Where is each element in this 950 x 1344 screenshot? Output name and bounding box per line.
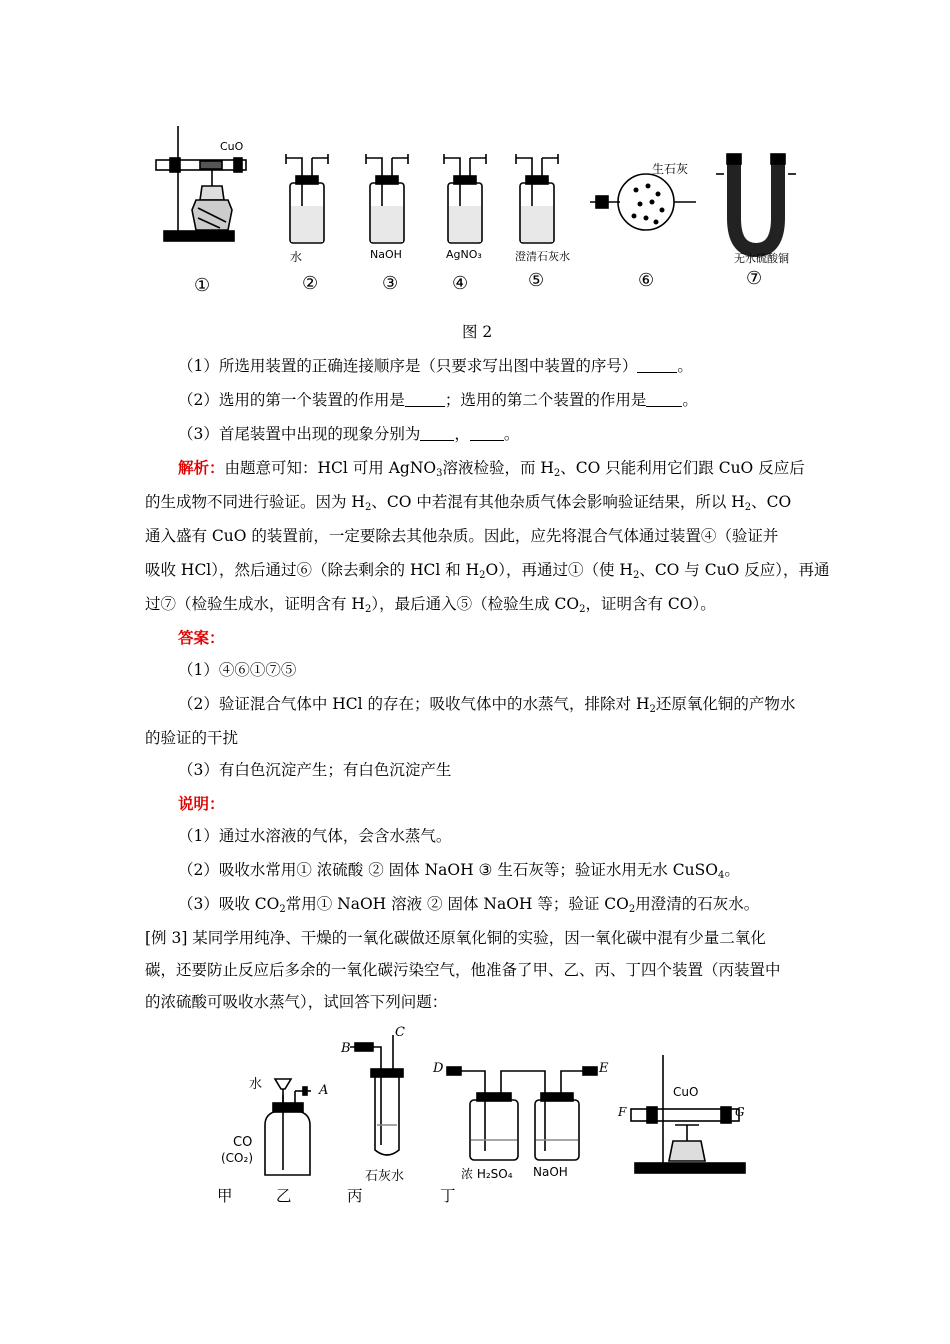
caption-yi: 乙 [276,1187,292,1205]
answer-2-line-2: 的验证的干扰 [145,729,239,747]
note-1: （1）通过水溶液的气体，会含水蒸气。 [178,827,452,845]
label-a: A [319,1083,329,1098]
question-3: （3）首尾装置中出现的现象分别为 ， 。 [178,425,520,443]
device-yi [350,1035,403,1155]
label-naoh-2: NaOH [533,1165,568,1179]
label-cuo-2: CuO [673,1085,699,1099]
label-e: E [599,1061,609,1076]
note-2: （2）吸收水常用① 浓硫酸 ② 固体 NaOH ③ 生石灰等；验证水用无水 CuSO$_4$。 [178,861,740,881]
notes-label: 说明： [178,794,225,813]
device-ding [631,1055,745,1173]
answer-blank [405,392,445,407]
analysis-line-1: 解析：由题意可知：HCl 可用 AgNO$_3$溶液检验，而 $H_2$、CO 只能利用它们跟 CuO 反应后 [178,458,805,479]
answer-blank [420,426,454,441]
device-bing [447,1067,597,1160]
example-3-line-1: [例 3] 某同学用纯净、干燥的一氧化碳做还原氧化铜的实验，因一氧化碳中混有少量二氧化 [145,929,766,947]
answer-blank [470,426,504,441]
analysis-line-4: 吸收 HCl），然后通过⑥（除去剩余的 HCl 和 $H_2O$），再通过①（使 $H_2$、CO 与 CuO 反应），再通 [145,561,830,581]
label-agno3: AgNO₃ [446,248,482,261]
apparatus-3 [366,154,408,243]
answer-3: （3）有白色沉淀产生；有白色沉淀产生 [178,761,452,779]
label-d: D [433,1061,444,1076]
apparatus-drawings [150,118,810,308]
label-h2so4: 浓 H₂SO₄ [461,1167,513,1181]
label-co2: (CO₂) [221,1151,253,1165]
label-co: CO [233,1135,253,1150]
caption-ding: 丁 [440,1187,456,1205]
label-water: 水 [290,250,303,264]
apparatus-number-3: ③ [382,273,399,294]
apparatus-number-1: ① [194,275,211,296]
apparatus-number-6: ⑥ [638,270,655,291]
label-g: G [735,1105,745,1119]
apparatus-7 [716,154,796,250]
label-water-2: 水 [249,1077,263,1092]
answer-2-line-1: （2）验证混合气体中 HCl 的存在；吸收气体中的水蒸气，排除对 $H_2$还原氧化铜的产物水 [178,695,796,715]
figure-3-apparatus [215,1025,775,1185]
note-3: （3）吸收 $CO_2$常用① NaOH 溶液 ② 固体 NaOH 等；验证 $CO_2$用澄清的石灰水。 [178,895,760,915]
label-c: C [395,1025,405,1040]
apparatus-4 [444,154,486,243]
label-f: F [618,1105,627,1119]
analysis-line-3: 通入盛有 CuO 的装置前，一定要除去其他杂质。因此，应先将混合气体通过装置④（验证并 [145,527,779,545]
figure-2-caption: 图 2 [462,323,493,341]
analysis-label: 解析： [178,458,225,477]
answer-blank [637,358,677,373]
label-cuso4: 无水硫酸铜 [734,252,789,265]
apparatus-number-5: ⑤ [528,270,545,291]
label-b: B [341,1041,351,1056]
analysis-line-5: 过⑦（检验生成水，证明含有 $H_2$），最后通入⑤（检验生成 $CO_2$，证明含有 CO）。 [145,595,716,615]
label-naoh: NaOH [370,248,402,261]
apparatus-6 [590,174,696,230]
caption-bing: 丙 [347,1187,363,1205]
device-jia [265,1079,311,1175]
apparatus-2 [286,154,328,243]
answer-1: （1）④⑥①⑦⑤ [178,661,297,679]
example-3-line-3: 的浓硫酸可吸收水蒸气），试回答下列问题： [145,993,448,1011]
example-3-line-2: 碳，还要防止反应后多余的一氧化碳污染空气，他准备了甲、乙、丙、丁四个装置（丙装置中 [145,961,781,979]
analysis-line-2: 的生成物不同进行验证。因为 $H_2$、CO 中若混有其他杂质气体会影响验证结果，所以 $H_2$、CO [145,493,792,513]
device-drawings [215,1025,775,1185]
label-quicklime: 生石灰 [652,162,689,176]
answer-label: 答案： [178,628,225,647]
label-cuo: CuO [220,140,244,153]
question-2: （2）选用的第一个装置的作用是 ；选用的第二个装置的作用是 。 [178,391,698,409]
apparatus-5 [516,154,558,243]
label-limewater-2: 石灰水 [365,1169,405,1184]
figure-2-apparatus [150,118,810,308]
answer-blank [646,392,682,407]
label-limewater: 澄清石灰水 [515,250,570,263]
apparatus-number-7: ⑦ [746,268,763,289]
caption-jia: 甲 [217,1187,233,1205]
question-1: （1）所选用装置的正确连接顺序是（只要求写出图中装置的序号） 。 [178,357,693,375]
apparatus-number-4: ④ [452,273,469,294]
apparatus-number-2: ② [302,273,319,294]
